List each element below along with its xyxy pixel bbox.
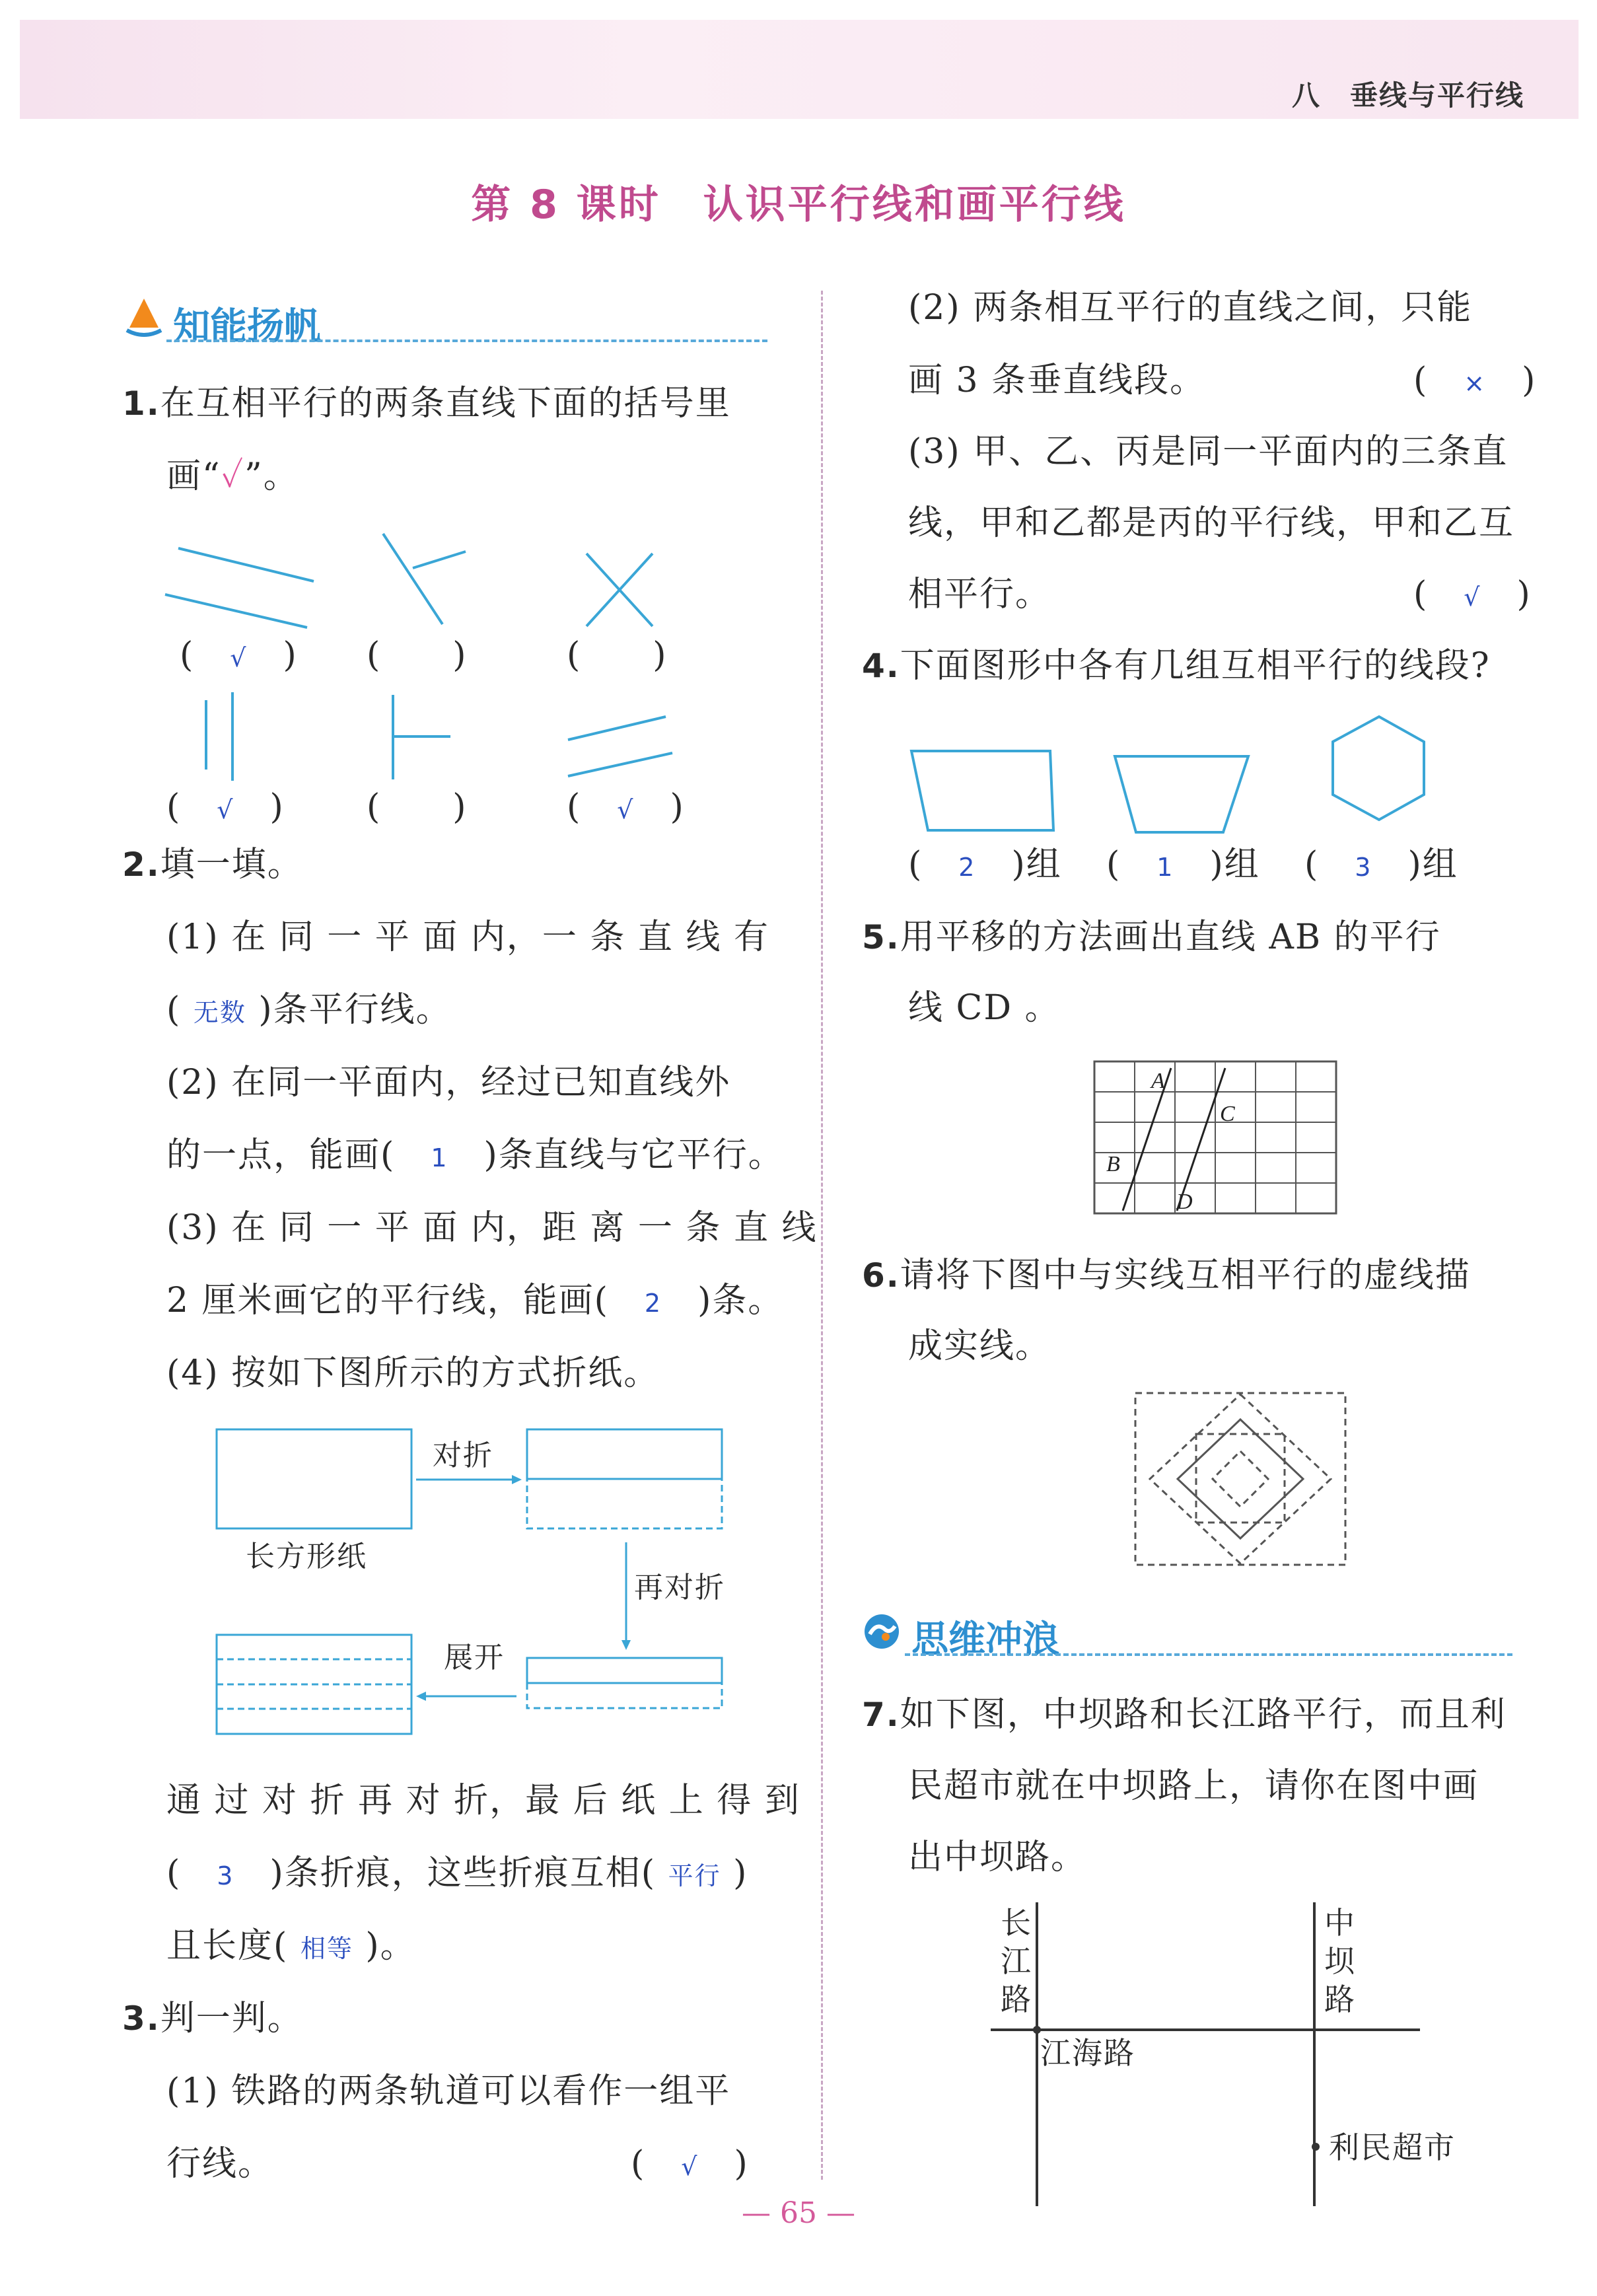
q2-p2-pre: 的一点，能画(	[166, 1135, 396, 1175]
check-mark: ✓	[221, 456, 245, 496]
q2-p3-post: )条。	[697, 1281, 784, 1320]
q2-p3-pre: 2 厘米画它的平行线，能画(	[166, 1281, 609, 1320]
q2-p1-line2: ( 无数 )条平行线。	[166, 990, 452, 1030]
q1-bracket-3: ( )	[567, 635, 668, 675]
q6-number: 6.	[862, 1256, 900, 1295]
label-b: B	[1106, 1152, 1120, 1176]
q1-line2	[166, 456, 299, 496]
road-changjiang-2: 江	[1001, 1943, 1032, 1979]
fold-label-1: 对折	[433, 1439, 493, 1472]
q4-unit-1: )组	[1011, 845, 1062, 884]
road-changjiang-3: 路	[1001, 1982, 1032, 2017]
q4-shapes	[905, 710, 1446, 842]
q2-p2-line2	[166, 1135, 784, 1175]
q1-bracket-6: ( √ )	[567, 787, 685, 827]
q5-text	[862, 917, 1441, 957]
q1-answer-1: √	[230, 643, 248, 672]
q2-p1-post: )条平行线。	[258, 990, 452, 1030]
q3-p3-line2: 线，甲和乙都是丙的平行线，甲和乙互	[908, 503, 1515, 543]
q1-line1: 在互相平行的两条直线下面的括号里	[160, 384, 731, 423]
road-jianghai: 江海路	[1040, 2035, 1135, 2071]
q4-answer-row-1: ( 2 )组	[908, 845, 1062, 884]
q2-intro-text: 填一填。	[160, 845, 303, 884]
q3-p1-line1: (1) 铁路的两条轨道可以看作一组平	[166, 2071, 731, 2111]
q1-line2-pre: 画“	[166, 456, 221, 496]
q3-p3-line3: 相平行。	[908, 575, 1051, 614]
q3-p3-bracket: ( √ )	[1413, 575, 1532, 614]
wave-icon	[862, 1612, 902, 1651]
paper-label: 长方形纸	[246, 1540, 367, 1573]
q6-line1: 请将下图中与实线互相平行的虚线描	[900, 1256, 1471, 1295]
supermarket-label: 利民超市	[1329, 2130, 1456, 2165]
q4-answer-3: 3	[1355, 853, 1372, 882]
q5-line1: 用平移的方法画出直线 AB 的平行	[900, 917, 1441, 957]
q3-intro-text: 判一判。	[160, 1999, 303, 2038]
label-d: D	[1176, 1190, 1193, 1214]
q6-text	[862, 1258, 1471, 1293]
road-zhongba-1: 中	[1324, 1905, 1356, 1941]
q2-p2-answer: 1	[431, 1143, 448, 1172]
q5-line2: 线 CD 。	[908, 988, 1061, 1028]
q1-bracket-4: ( √ )	[166, 787, 285, 827]
q2-p4-line2: 通 过 对 折 再 对 折，最 后 纸 上 得 到	[166, 1781, 800, 1820]
section-title-advanced: 思维冲浪	[911, 1618, 1059, 1661]
q2-intro	[122, 847, 303, 882]
q3-number: 3.	[122, 1999, 160, 2038]
q1-answer-4: √	[217, 795, 234, 824]
q2-p3-answer: 2	[644, 1289, 662, 1318]
q1-text	[122, 386, 731, 421]
q3-p2-answer: ×	[1464, 369, 1487, 398]
q2-p1-answer: 无数	[193, 998, 246, 1027]
q3-p1-line2: 行线。	[166, 2144, 274, 2184]
q6-line2: 成实线。	[908, 1326, 1051, 1366]
q4-unit-3: )组	[1407, 845, 1458, 884]
q6-square-figure	[1133, 1390, 1351, 1569]
page-number: — 65 —	[742, 2196, 855, 2230]
unfold-label: 展开	[444, 1641, 505, 1674]
q7-line1: 如下图，中坝路和长江路平行，而且利	[900, 1695, 1507, 1735]
q2-p4-mid: )条折痕，这些折痕互相(	[269, 1853, 657, 1893]
q3-p3-line1: (3) 甲、乙、丙是同一平面内的三条直	[908, 432, 1508, 472]
q4-number: 4.	[862, 647, 900, 685]
q5-number: 5.	[862, 918, 900, 956]
q4-answer-1: 2	[958, 853, 976, 882]
q1-answer-6: √	[617, 795, 635, 824]
q1-bracket-5: ( )	[367, 787, 468, 827]
q3-p1-answer: √	[681, 2152, 699, 2181]
road-changjiang-1: 长	[1001, 1905, 1032, 1941]
section-title-basic: 知能扬帆	[173, 305, 321, 348]
q5-grid-figure	[1093, 1060, 1337, 1215]
q2-p4-line4	[166, 1926, 416, 1966]
lesson-title: 第 8 课时 认识平行线和画平行线	[471, 182, 1126, 228]
q1-line2-post: ”。	[244, 456, 299, 496]
section-underline-2	[905, 1653, 1512, 1656]
q2-p1-line1: (1) 在 同 一 平 面 内，一 条 直 线 有	[166, 917, 769, 957]
q2-p4-post: )。	[365, 1926, 416, 1966]
q1-number: 1.	[122, 384, 160, 423]
section-underline	[166, 340, 767, 342]
q4-answer-row-2: ( 1 )组	[1106, 845, 1260, 884]
q4-answer-row-3: ( 3 )组	[1304, 845, 1458, 884]
q1-bracket-1: ( √ )	[180, 635, 298, 675]
q2-p4-answer-3: 相等	[300, 1934, 353, 1963]
q3-p2-line1: (2) 两条相互平行的直线之间，只能	[908, 288, 1473, 328]
q4-text	[862, 646, 1491, 686]
q2-number: 2.	[122, 845, 160, 884]
q2-p3-line1: (3) 在 同 一 平 面 内，距 离 一 条 直 线	[166, 1208, 818, 1248]
q1-bracket-2: ( )	[367, 635, 468, 675]
chapter-label: 八 垂线与平行线	[1291, 79, 1524, 112]
q4-answer-2: 1	[1156, 853, 1174, 882]
q3-p2-bracket: ( × )	[1413, 361, 1537, 400]
sail-icon	[124, 296, 164, 338]
q4-unit-2: )组	[1209, 845, 1260, 884]
q2-p4-answer-1: 3	[217, 1861, 234, 1890]
q7-number: 7.	[862, 1696, 900, 1734]
q2-p4-line1: (4) 按如下图所示的方式折纸。	[166, 1353, 660, 1393]
q2-p4-line3: ( 3 )条折痕，这些折痕互相( 平行 )	[166, 1853, 748, 1893]
q2-p2-post: )条直线与它平行。	[483, 1135, 784, 1175]
column-divider	[821, 291, 823, 2180]
q7-text	[862, 1695, 1507, 1735]
fold-label-2: 再对折	[634, 1571, 725, 1604]
q2-p2-line1: (2) 在同一平面内，经过已知直线外	[166, 1063, 731, 1102]
q2-p4-answer-2: 平行	[668, 1861, 721, 1890]
q7-line2: 民超市就在中坝路上，请你在图中画	[908, 1766, 1479, 1806]
q7-line3: 出中坝路。	[908, 1838, 1087, 1877]
road-zhongba-3: 路	[1324, 1982, 1356, 2017]
q3-p1-bracket: ( √ )	[631, 2144, 749, 2184]
label-c: C	[1220, 1102, 1235, 1126]
road-zhongba-2: 坝	[1324, 1943, 1356, 1979]
q2-p3-line2	[166, 1283, 783, 1318]
q3-p3-answer: √	[1464, 583, 1481, 612]
q3-p2-line2: 画 3 条垂直线段。	[908, 361, 1206, 400]
q4-line: 下面图形中各有几组互相平行的线段?	[900, 646, 1491, 686]
q2-p4-pre: 且长度(	[166, 1926, 289, 1966]
q3-intro	[122, 2001, 303, 2036]
label-a: A	[1151, 1069, 1165, 1093]
